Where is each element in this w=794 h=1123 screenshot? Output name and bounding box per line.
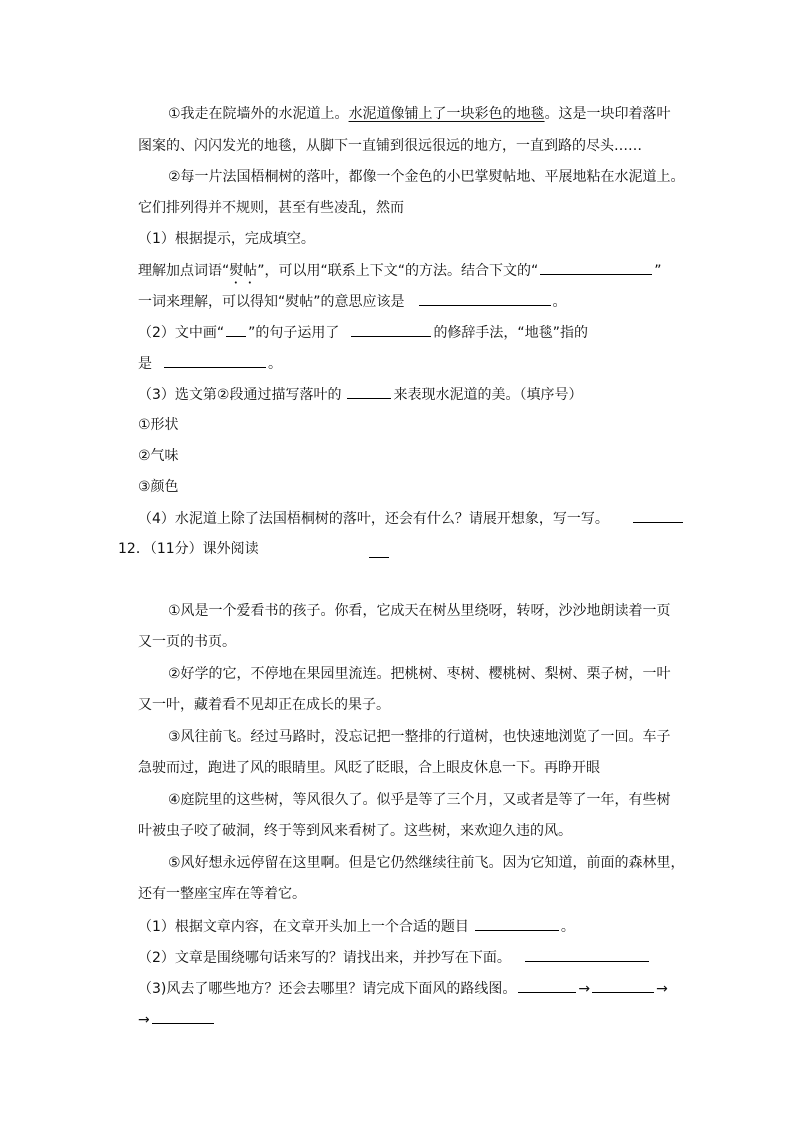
q12-2: （2）文章是围绕哪句话来写的？请找出来，并抄写在下面。	[138, 947, 651, 968]
answer-blank-q3[interactable]	[347, 384, 391, 399]
underline-marker	[226, 322, 246, 337]
passage2-para5-line1: ⑤风好想永远停留在这里啊。但是它仍然继续往前飞。因为它知道，前面的森林里，	[168, 855, 685, 871]
q2-line1: （2）文中画“ ”的句子运用了 的修辞手法，“地毯”指的	[138, 322, 674, 343]
arrow-icon: →	[578, 981, 591, 997]
route-blank-3[interactable]	[152, 1009, 214, 1024]
title-blank[interactable]	[369, 557, 389, 558]
underlined-sentence: 水泥道像铺上了一块彩色的地毯	[348, 106, 545, 122]
route-blank-2[interactable]	[592, 978, 654, 993]
q1-line1: 理解加点词语“熨帖”，可以用“联系上下文“的方法。结合下文的“ ”	[138, 260, 662, 287]
q12-3-line2	[138, 1009, 216, 1030]
passage2-para4-line1: ④庭院里的这些树，等风很久了。似乎是等了三个月，又或者是等了一年，有些树	[168, 792, 671, 808]
passage2-para1-line2: 又一页的书页。	[138, 634, 236, 650]
q4-stem: （4）水泥道上除了法国梧桐树的落叶，还会有什么？请展开想象，写一写。	[138, 508, 685, 529]
passage2-para2-line1: ②好学的它，不停地在果园里流连。把桃树、枣树、樱桃树、梨树、栗子树，一叶	[168, 666, 671, 682]
answer-blank-q2-a[interactable]	[351, 322, 431, 337]
answer-blank-12-1[interactable]	[475, 916, 559, 931]
arrow-icon: →	[138, 1012, 150, 1028]
answer-blank-12-2[interactable]	[525, 947, 649, 962]
route-blank-1[interactable]	[518, 978, 576, 993]
answer-blank-q4[interactable]	[633, 508, 683, 523]
passage2-para5-line2: 还有一整座宝库在等着它。	[138, 886, 306, 902]
q12-1: （1）根据文章内容，在文章开头加上一个合适的题目 。	[138, 916, 575, 937]
q12-3: （3)风去了哪些地方？还会去哪里？请完成下面风的路线图。 → →	[138, 978, 668, 999]
q3-option-3[interactable]: ③颜色	[138, 479, 179, 495]
passage2-para3-line2: 急驶而过，跑进了风的眼睛里。风眨了眨眼，合上眼皮休息一下。再睁开眼	[138, 760, 600, 776]
q3-option-2[interactable]: ②气味	[138, 448, 179, 464]
q1-line2: 一词来理解，可以得知“熨帖”的意思应该是 。	[138, 291, 567, 312]
answer-blank-q1-a[interactable]	[540, 260, 652, 275]
answer-blank-q1-b[interactable]	[419, 291, 551, 306]
passage2-para4-line2: 叶被虫子咬了破洞，终于等到风来看树了。这些树，来欢迎久违的风。	[138, 823, 572, 839]
passage1-para1-line2: 图案的、闪闪发光的地毯，从脚下一直铺到很远很远的地方，一直到路的尽头……	[138, 138, 642, 154]
passage1-para2-line2: 它们排列得并不规则，甚至有些凌乱，然而	[138, 200, 404, 216]
dotted-word: 熨帖	[229, 263, 258, 279]
q3-option-1[interactable]: ①形状	[138, 417, 179, 433]
passage2-para2-line2: 又一叶，藏着看不见却正在成长的果子。	[138, 697, 390, 713]
passage2-para3-line1: ③风往前飞。经过马路时，没忘记把一整排的行道树，也快速地浏览了一回。车子	[168, 729, 671, 745]
arrow-icon: →	[656, 981, 668, 997]
passage1-para1-line1: ①我走在院墙外的水泥道上。水泥道像铺上了一块彩色的地毯。这是一块印着落叶	[168, 106, 671, 122]
section-12-header: 12．（11分）课外阅读	[118, 541, 259, 557]
passage1-para2-line1: ②每一片法国梧桐树的落叶，都像一个金色的小巴掌熨帖地、平展地粘在水泥道上。	[168, 169, 685, 185]
answer-blank-q2-b[interactable]	[164, 353, 266, 368]
q1-stem: （1）根据提示，完成填空。	[138, 231, 315, 247]
q2-line2: 是 。	[138, 353, 282, 374]
q3-stem: （3）选文第②段通过描写落叶的 来表现水泥道的美。（填序号）	[138, 384, 582, 405]
passage2-para1-line1: ①风是一个爱看书的孩子。你看，它成天在树丛里绕呀，转呀，沙沙地朗读着一页	[168, 603, 671, 619]
